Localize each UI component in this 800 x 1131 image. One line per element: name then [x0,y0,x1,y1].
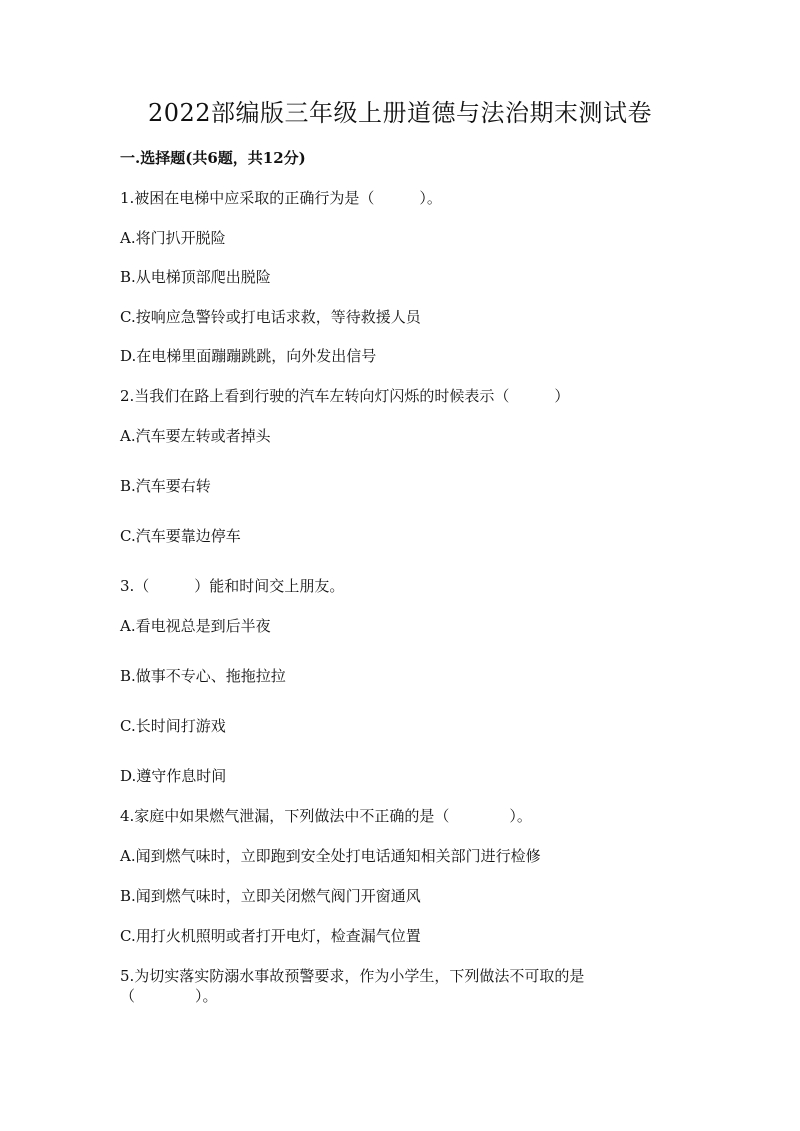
question-2-option-b: B.汽车要右转 [120,477,211,495]
question-5: 5.为切实落实防溺水事故预警要求，作为小学生，下列做法不可取的是（ ）。 [120,967,585,1005]
section-heading: 一.选择题(共6题，共12分) [120,149,306,167]
question-1: 1.被困在电梯中应采取的正确行为是（ ）。 [120,189,442,207]
question-3-option-c: C.长时间打游戏 [120,717,226,735]
question-2-option-c: C.汽车要靠边停车 [120,527,241,545]
question-1-option-d: D.在电梯里面蹦蹦跳跳，向外发出信号 [120,347,377,365]
question-2-option-a: A.汽车要左转或者掉头 [120,427,271,445]
question-1-option-b: B.从电梯顶部爬出脱险 [120,268,271,286]
question-2: 2.当我们在路上看到行驶的汽车左转向灯闪烁的时候表示（ ） [120,387,570,405]
question-4-option-b: B.闻到燃气味时，立即关闭燃气阀门开窗通风 [120,887,421,905]
page-title: 2022部编版三年级上册道德与法治期末测试卷 [147,99,653,127]
question-3: 3.（ ）能和时间交上朋友。 [120,577,345,595]
question-4-option-a: A.闻到燃气味时，立即跑到安全处打电话通知相关部门进行检修 [120,847,541,865]
question-1-option-c: C.按响应急警铃或打电话求救，等待救援人员 [120,308,421,326]
question-4-option-c: C.用打火机照明或者打开电灯，检查漏气位置 [120,927,421,945]
question-3-option-d: D.遵守作息时间 [120,767,227,785]
question-3-option-a: A.看电视总是到后半夜 [120,617,271,635]
question-3-option-b: B.做事不专心、拖拖拉拉 [120,667,286,685]
question-4: 4.家庭中如果燃气泄漏，下列做法中不正确的是（ ）。 [120,807,532,825]
question-1-option-a: A.将门扒开脱险 [120,229,226,247]
